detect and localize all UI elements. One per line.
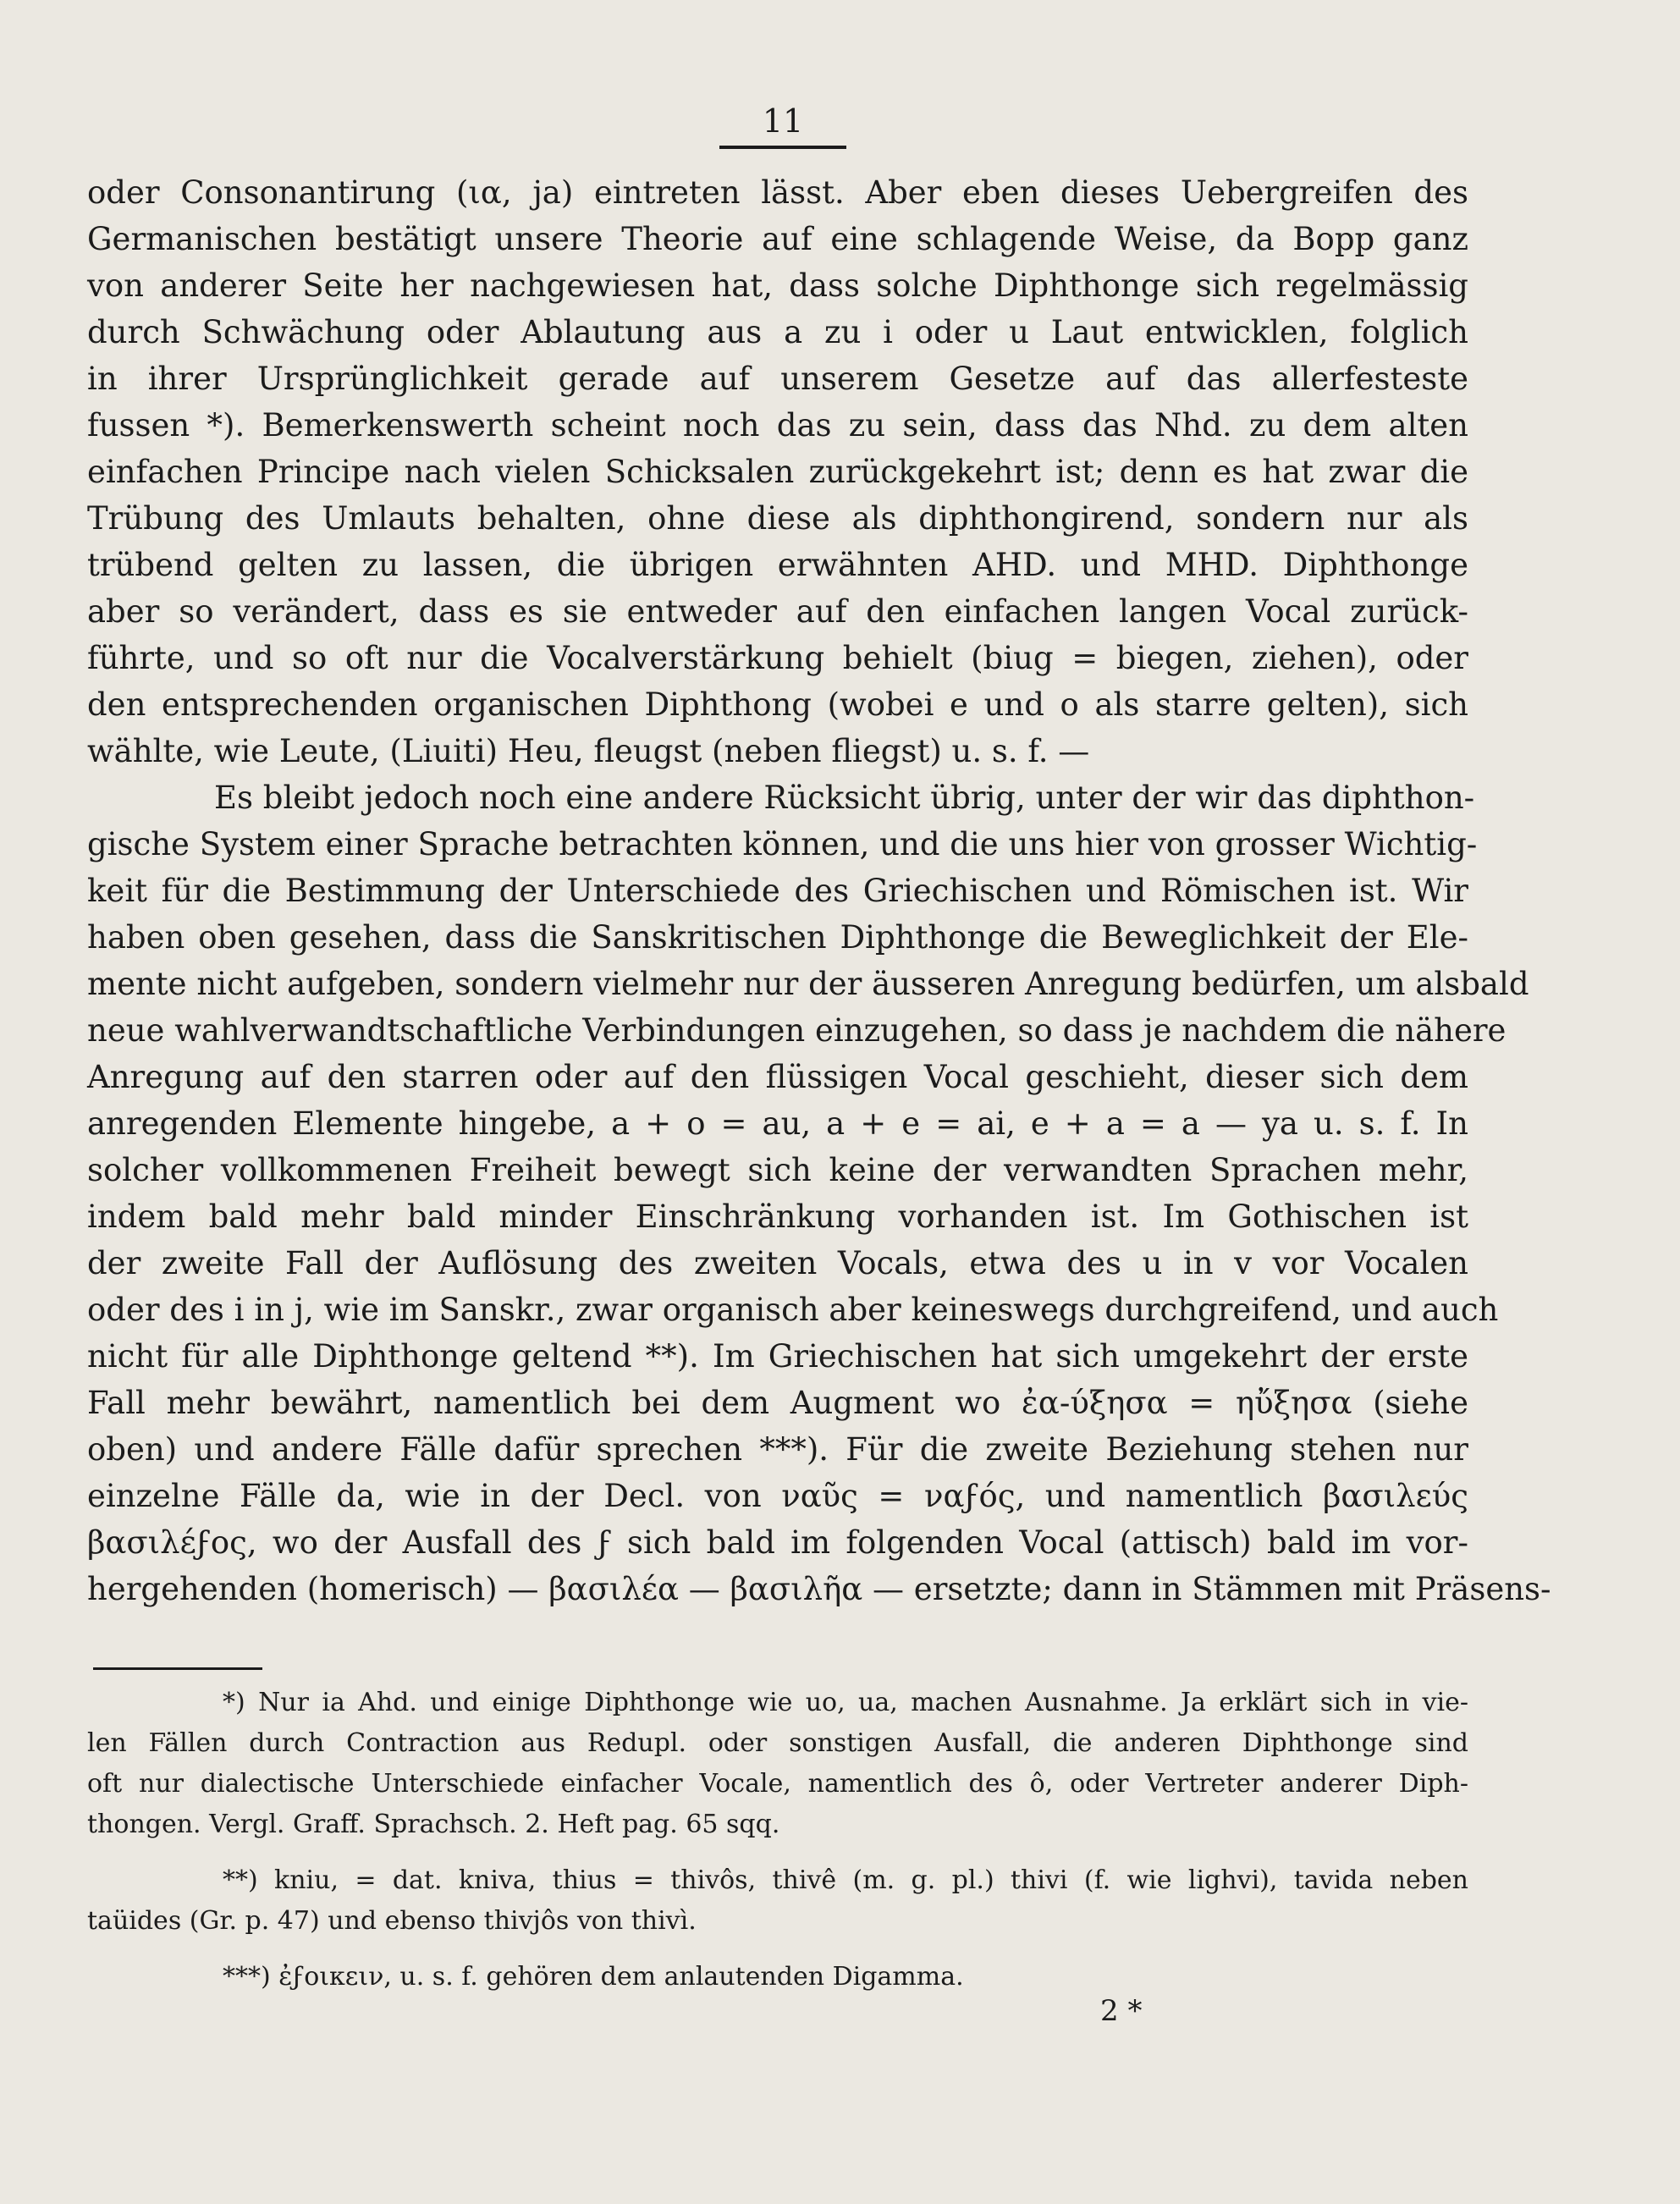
text-line: durch Schwächung oder Ablautung aus a zu i oder u Laut entwicklen, folglich — [87, 314, 1468, 350]
text-line: Trübung des Umlauts behalten, ohne diese als diphthongirend, sondern nur als — [87, 500, 1468, 537]
footnote-line: oft nur dialectische Unterschiede einfacher Vocale, namentlich des ô, oder Vertreter anderer Diph- — [87, 1769, 1468, 1799]
page-number: 11 — [762, 102, 804, 140]
text-line: keit für die Bestimmung der Unterschiede des Griechischen und Römischen ist. Wir — [87, 873, 1468, 909]
text-line: nicht für alle Diphthonge geltend **). Im Griechischen hat sich umgekehrt der erste — [87, 1338, 1468, 1375]
text-line: der zweite Fall der Auflösung des zweiten Vocals, etwa des u in v vor Vocalen — [87, 1245, 1468, 1281]
text-line: solcher vollkommenen Freiheit bewegt sich keine der verwandten Sprachen mehr, — [87, 1152, 1468, 1188]
body-text — [87, 169, 1551, 1612]
text-line: oder des i in j, wie im Sanskr., zwar organisch aber keineswegs durchgreifend, und auch — [87, 1292, 1499, 1328]
page-number-rule — [719, 146, 846, 149]
text-line: Anregung auf den starren oder auf den flüssigen Vocal geschieht, dieser sich dem — [87, 1059, 1468, 1095]
footnote-line: len Fällen durch Contraction aus Redupl. oder sonstigen Ausfall, die anderen Diphthonge sind — [87, 1728, 1468, 1758]
text-line: Germanischen bestätigt unsere Theorie auf eine schlagende Weise, da Bopp ganz — [87, 221, 1468, 257]
text-line: Fall mehr bewährt, namentlich bei dem Augment wo ἐα-ύξησα = ηὔξησα (siehe — [87, 1385, 1468, 1421]
text-line: hergehenden (homerisch) — βασιλέα — βασιλῆα — ersetzte; dann in Stämmen mit Präsens- — [87, 1571, 1551, 1607]
text-line: führte, und so oft nur die Vocalverstärkung behielt (biug = biegen, ziehen), oder — [87, 640, 1468, 676]
footnote-line: thongen. Vergl. Graff. Sprachsch. 2. Heft pag. 65 sqq. — [87, 1810, 780, 1839]
text-line: fussen *). Bemerkenswerth scheint noch das zu sein, dass das Nhd. zu dem alten — [87, 407, 1468, 444]
text-line: gische System einer Sprache betrachten können, und die uns hier von grosser Wichtig- — [87, 826, 1478, 862]
footnote-gap — [87, 1845, 1468, 1860]
text-line: indem bald mehr bald minder Einschränkung vorhanden ist. Im Gothischen ist — [87, 1198, 1468, 1235]
text-line: mente nicht aufgeben, sondern vielmehr nur der äusseren Anregung bedürfen, um alsbald — [87, 966, 1529, 1002]
footnote-line: *) Nur ia Ahd. und einige Diphthonge wie uo, ua, machen Ausnahme. Ja erklärt sich in vie- — [223, 1688, 1468, 1717]
text-line: aber so verändert, dass es sie entweder auf den einfachen langen Vocal zurück- — [87, 593, 1468, 630]
text-line: haben oben gesehen, dass die Sanskritischen Diphthonge die Beweglichkeit der Ele- — [87, 919, 1468, 956]
text-line: βασιλέϝος, wo der Ausfall des ϝ sich bald im folgenden Vocal (attisch) bald im vor- — [87, 1524, 1468, 1561]
text-line: in ihrer Ursprünglichkeit gerade auf unserem Gesetze auf das allerfesteste — [87, 361, 1468, 397]
text-line: Es bleibt jedoch noch eine andere Rücksicht übrig, unter der wir das diphthon- — [214, 780, 1475, 816]
text-line: trübend gelten zu lassen, die übrigen erwähnten AHD. und MHD. Diphthonge — [87, 547, 1468, 583]
text-line: den entsprechenden organischen Diphthong (wobei e und o als starre gelten), sich — [87, 686, 1468, 723]
text-line: einfachen Principe nach vielen Schicksalen zurückgekehrt ist; denn es hat zwar die — [87, 454, 1468, 490]
footnote-line: taüides (Gr. p. 47) und ebenso thivjôs von thivì. — [87, 1906, 697, 1936]
footnote-gap — [87, 1942, 1468, 1957]
footnote-rule — [93, 1667, 262, 1670]
text-line: oben) und andere Fälle dafür sprechen ***). Für die zweite Beziehung stehen nur — [87, 1431, 1468, 1468]
text-line: oder Consonantirung (ια, ja) eintreten lässt. Aber eben dieses Uebergreifen des — [87, 174, 1468, 211]
footnotes — [87, 1683, 1468, 1997]
text-line: von anderer Seite her nachgewiesen hat, dass solche Diphthonge sich regelmässig — [87, 267, 1468, 304]
text-line: neue wahlverwandtschaftliche Verbindungen einzugehen, so dass je nachdem die nähere — [87, 1012, 1506, 1049]
text-line: anregenden Elemente hingebe, a + o = au, a + e = ai, e + a = a — ya u. s. f. In — [87, 1105, 1468, 1142]
footnote-line: **) kniu, = dat. kniva, thius = thivôs, thivê (m. g. pl.) thivi (f. wie lighvi), tavida neben — [223, 1865, 1468, 1895]
footnote-line: ***) ἐϝοικειν, u. s. f. gehören dem anlautenden Digamma. — [223, 1962, 964, 1992]
printer-signature: 2 * — [1100, 1994, 1143, 2028]
text-line: einzelne Fälle da, wie in der Decl. von ναῦς = ναϝός, und namentlich βασιλεύς — [87, 1478, 1468, 1514]
text-line: wählte, wie Leute, (Liuiti) Heu, fleugst (neben fliegst) u. s. f. — — [87, 733, 1090, 769]
